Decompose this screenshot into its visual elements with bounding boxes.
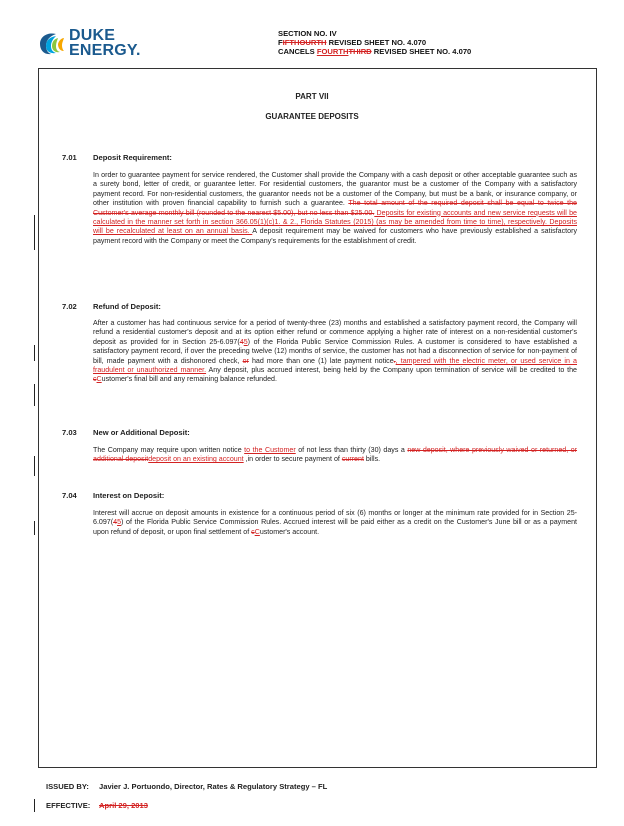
paragraph-interest-on-deposit: Interest will accrue on deposit amounts in existence for a continuous period of six (6) months or longer at the minimum rate provided for in Section 25-6.097(45) of the Florida Public Service Commission Rules. Accrued interest will be paid either as a credit on the Customer's June bill or as a payment upon refund of deposit, or upon final settlement of cCustomer's account. <box>93 509 577 536</box>
revision-bar <box>34 345 35 361</box>
revision-bar <box>34 215 35 250</box>
section-title: Deposit Requirement: <box>93 153 172 162</box>
logo-line2: ENERGY. <box>69 42 141 59</box>
effective-value: April 29, 2013 <box>99 801 148 810</box>
section-title: New or Additional Deposit: <box>93 428 190 437</box>
duke-energy-logo <box>36 26 156 66</box>
section-number: 7.02 <box>62 302 77 311</box>
effective-date <box>46 801 148 810</box>
page-title: GUARANTEE DEPOSITS <box>265 112 359 121</box>
issued-by-value: Javier J. Portuondo, Director, Rates & Regulatory Strategy – FL <box>99 782 328 791</box>
duke-energy-wordmark <box>69 28 141 58</box>
paragraph-deposit-requirement: In order to guarantee payment for service rendered, the Customer shall provide the Company with a cash deposit or other acceptable guarantee such as a surety bond, letter of credit, or guarantee letter. For residential customers, the guarantor must be a customer of the Company with a satisfactory payment record. For non-residential customers, the guarantor needs not be a customer of the Company, but must be a bank, or insurance company, or other institution with proven financial capability to furnish such a guarantee. The total amount of the required deposit shall be equal to twice the Customer's average monthly bill (rounded to the nearest $5.00), but no less than $25.00. Deposits for existing accounts and new service requests will be calculated in the manner set forth in section 366.05(1)(c)1. & 2., Florida Statutes (2015) (as may be amended from time to time), respectively. Deposits will be recalculated at least on an annual basis. A deposit requirement may be waived for customers who have previously established a satisfactory payment record with the Company or meet the Company's requirements for the establishment of credit. <box>93 171 577 245</box>
section-number: 7.03 <box>62 428 77 437</box>
header-section: SECTION NO. IV <box>278 29 337 38</box>
paragraph-refund-of-deposit: After a customer has had continuous service for a period of twenty-three (23) months and established a satisfactory payment record, the Company will refund a residential customer's deposit and at its option either refund or commence applying a higher rate of interest on a non-residential customer's deposit as provided for in Section 25-6.097(45) of the Florida Public Service Commission Rules. A customer is considered to have established a satisfactory payment record, if over the preceding twelve (12) months of service, the customer has not had a disconnection of service for non-payment of bill, made payment with a dishonored check, or had more than one (1) late payment notice., tampered with the electric meter, or used service in a fraudulent or unauthorized manner. Any deposit, plus accrued interest, being held by the Company upon termination of service will be credited to the cCustomer's final bill and any remaining balance refunded. <box>93 319 578 384</box>
sheet-header <box>278 29 471 56</box>
duke-energy-logo-mark-icon <box>36 30 66 58</box>
revision-bar <box>34 521 35 535</box>
header-cancels-sheet: CANCELS FOURTHTHIRD REVISED SHEET NO. 4.070 <box>278 47 472 56</box>
revision-bar <box>34 799 35 812</box>
revision-bar <box>34 456 35 476</box>
paragraph-new-or-additional-deposit: The Company may require upon written notice to the Customer of not less than thirty (30) days a new deposit, where previously waived or returned, or additional depositdeposit on an existing account ,in order to secure payment of current bills. <box>93 446 578 464</box>
part-number: PART VII <box>295 92 329 101</box>
revision-bar <box>34 384 35 406</box>
issued-by <box>46 782 327 791</box>
section-number: 7.04 <box>62 491 77 500</box>
issued-by-label: ISSUED BY: <box>46 782 89 791</box>
section-title: Interest on Deposit: <box>93 491 165 500</box>
header-revised-sheet: FIFTHOURTH REVISED SHEET NO. 4.070 <box>278 38 427 47</box>
logo-line1: DUKE <box>69 27 116 44</box>
section-number: 7.01 <box>62 153 77 162</box>
effective-label: EFFECTIVE: <box>46 801 91 810</box>
section-title: Refund of Deposit: <box>93 302 161 311</box>
